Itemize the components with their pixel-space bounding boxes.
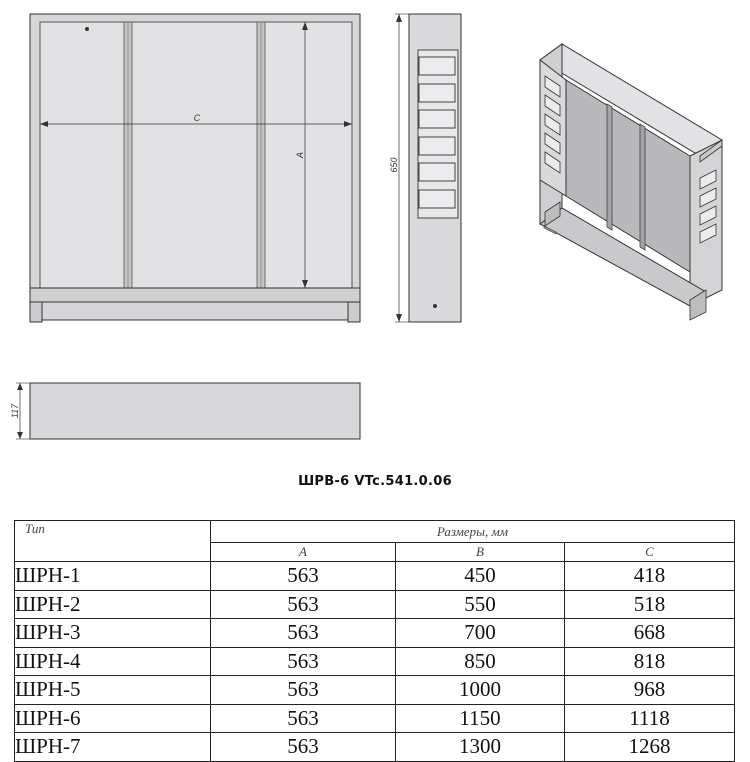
dimensions-table <box>14 520 735 762</box>
cell-c: 1118 <box>565 704 735 733</box>
top-view <box>10 383 360 439</box>
table-row <box>15 562 735 591</box>
cell-a: 563 <box>211 647 396 676</box>
cell-b: 1300 <box>396 733 565 762</box>
col-header-a: A <box>211 543 396 562</box>
col-header-c: C <box>565 543 735 562</box>
col-header-type: Тип <box>15 521 211 562</box>
isometric-view <box>540 44 722 320</box>
cell-b: 700 <box>396 619 565 648</box>
cell-type: ШРН-4 <box>15 647 211 676</box>
table-row <box>15 704 735 733</box>
dim-label-a: A <box>295 151 305 159</box>
cell-b: 1150 <box>396 704 565 733</box>
cell-a: 563 <box>211 676 396 705</box>
table-row <box>15 619 735 648</box>
cell-c: 818 <box>565 647 735 676</box>
cell-c: 1268 <box>565 733 735 762</box>
col-header-b: B <box>396 543 565 562</box>
table-row <box>15 676 735 705</box>
table-row <box>15 590 735 619</box>
cell-type: ШРН-3 <box>15 619 211 648</box>
table-row <box>15 733 735 762</box>
cell-a: 563 <box>211 590 396 619</box>
cell-a: 563 <box>211 733 396 762</box>
dim-label-650: 650 <box>389 157 399 173</box>
dim-label-117: 117 <box>10 403 20 419</box>
cell-a: 563 <box>211 562 396 591</box>
cell-c: 418 <box>565 562 735 591</box>
cell-type: ШРН-6 <box>15 704 211 733</box>
front-view <box>30 14 360 322</box>
cell-b: 1000 <box>396 676 565 705</box>
cell-type: ШРН-5 <box>15 676 211 705</box>
cell-b: 550 <box>396 590 565 619</box>
cell-b: 450 <box>396 562 565 591</box>
group-header-dimensions: Размеры, мм <box>211 521 735 543</box>
dim-label-c: C <box>193 113 201 123</box>
cell-c: 668 <box>565 619 735 648</box>
cell-c: 968 <box>565 676 735 705</box>
cell-a: 563 <box>211 704 396 733</box>
cell-type: ШРН-2 <box>15 590 211 619</box>
model-title: ШРВ-6 VTc.541.0.06 <box>298 474 452 489</box>
cell-type: ШРН-1 <box>15 562 211 591</box>
side-view <box>389 14 461 322</box>
cell-b: 850 <box>396 647 565 676</box>
cell-type: ШРН-7 <box>15 733 211 762</box>
cell-c: 518 <box>565 590 735 619</box>
table-row <box>15 647 735 676</box>
cell-a: 563 <box>211 619 396 648</box>
